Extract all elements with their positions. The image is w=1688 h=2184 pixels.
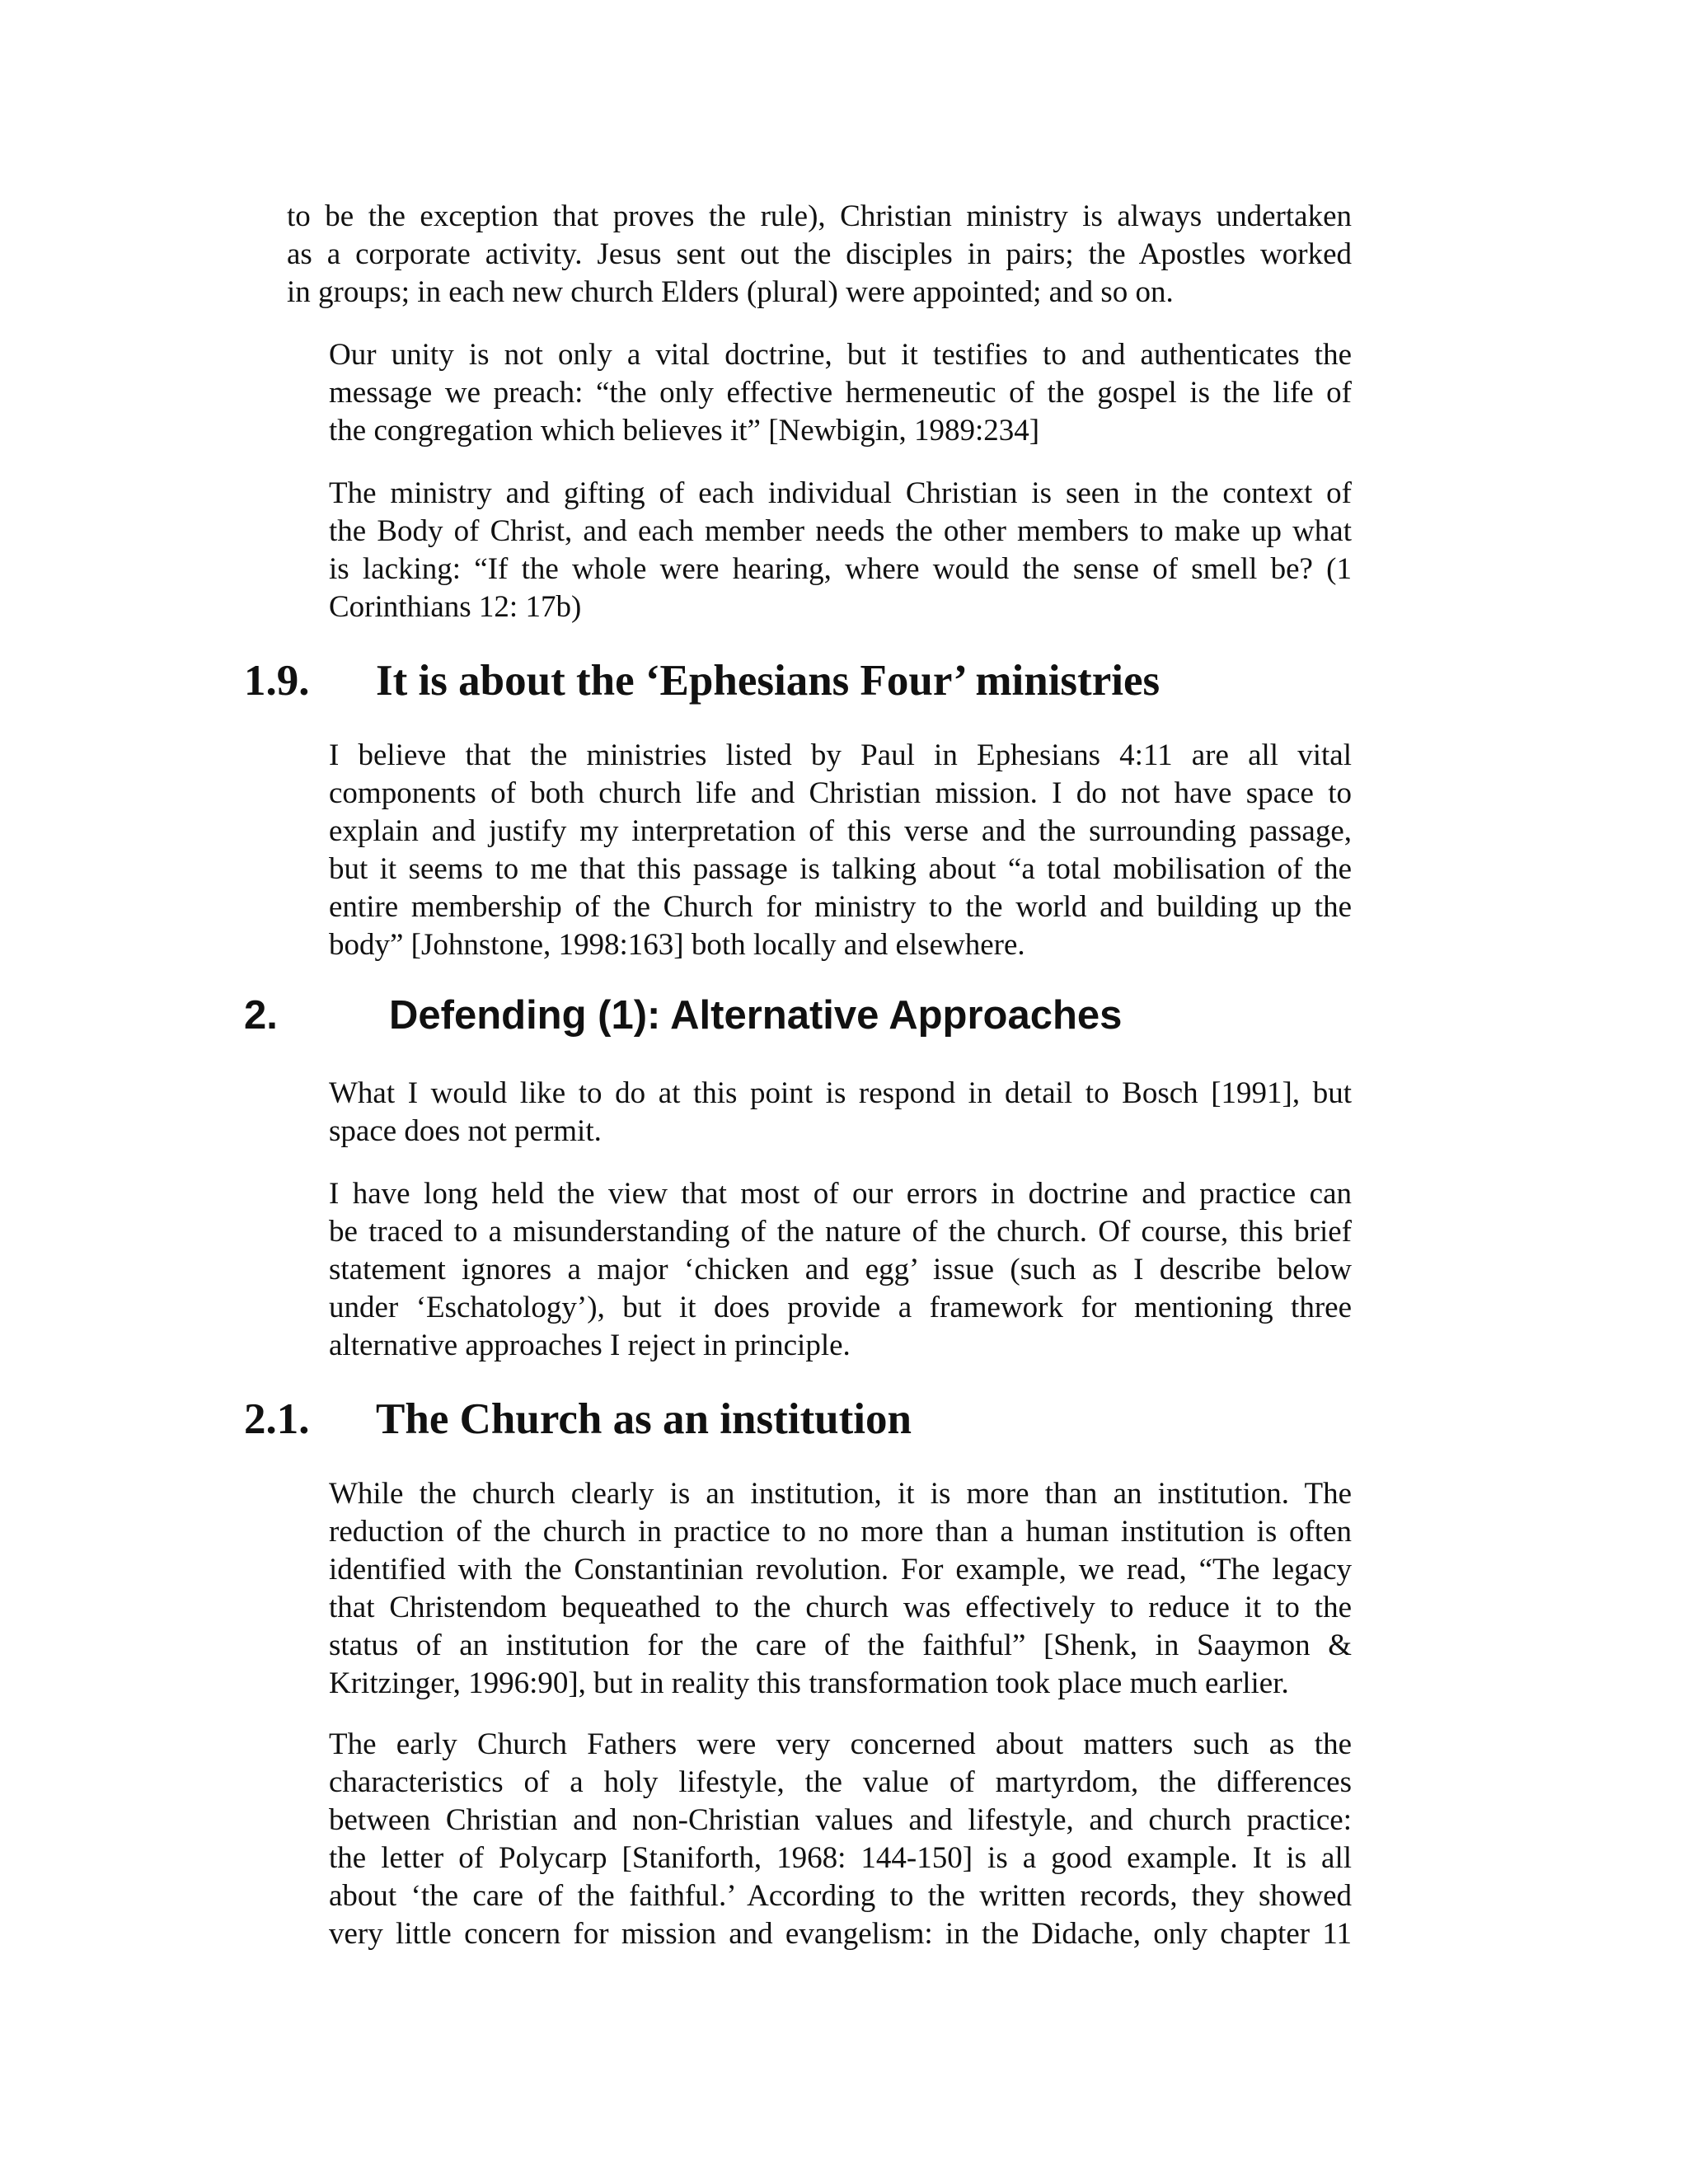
text-line: the congregation which believes it” [Newbigin, 1989:234]	[329, 414, 1040, 448]
section-heading-1-9	[244, 654, 1160, 707]
text-line: While the church clearly is an institution, it is more than an institution. The	[329, 1477, 1352, 1511]
section-number: 2.	[244, 993, 278, 1038]
paragraph-church-fathers	[287, 1726, 1352, 1953]
text-line: body” [Johnstone, 1998:163] both locally and elsewhere.	[329, 928, 1025, 962]
section-number: 2.1.	[244, 1395, 310, 1443]
text-line: space does not permit.	[329, 1114, 602, 1148]
section-heading-2	[244, 991, 1122, 1040]
section-heading-2-1	[244, 1393, 912, 1446]
section-number: 1.9.	[244, 657, 310, 705]
text-line: What I would like to do at this point is respond in detail to Bosch [1991], but	[329, 1076, 1352, 1110]
text-line: Kritzinger, 1996:90], but in reality this transformation took place much earlier.	[329, 1666, 1289, 1700]
text-line: between Christian and non-Christian values and lifestyle, and church practice:	[329, 1803, 1352, 1837]
text-line: I believe that the ministries listed by Paul in Ephesians 4:11 are all vital	[329, 738, 1352, 772]
text-line: reduction of the church in practice to no more than a human institution is often	[329, 1515, 1352, 1549]
text-line: the letter of Polycarp [Staniforth, 1968: 144-150] is a good example. It is all	[329, 1841, 1352, 1875]
text-line: status of an institution for the care of the faithful” [Shenk, in Saaymon &	[329, 1629, 1352, 1662]
paragraph-corporate-ministry	[287, 198, 1352, 312]
text-line: Corinthians 12: 17b)	[329, 590, 582, 624]
text-line: is lacking: “If the whole were hearing, where would the sense of smell be? (1	[329, 552, 1352, 586]
text-line: that Christendom bequeathed to the church was effectively to reduce it to the	[329, 1591, 1352, 1624]
text-line: under ‘Eschatology’), but it does provide a framework for mentioning three	[329, 1291, 1352, 1324]
text-line: to be the exception that proves the rule), Christian ministry is always undertaken	[287, 199, 1352, 233]
text-line: The ministry and gifting of each individual Christian is seen in the context of	[329, 476, 1352, 510]
section-title: It is about the ‘Ephesians Four’ ministries	[376, 657, 1160, 705]
text-line: as a corporate activity. Jesus sent out the disciples in pairs; the Apostles worked	[287, 237, 1352, 271]
text-line: Our unity is not only a vital doctrine, but it testifies to and authenticates the	[329, 338, 1352, 372]
text-line: entire membership of the Church for ministry to the world and building up the	[329, 890, 1352, 924]
section-title: Defending (1): Alternative Approaches	[389, 993, 1123, 1038]
text-line: message we preach: “the only effective hermeneutic of the gospel is the life of	[329, 376, 1352, 410]
paragraph-unity	[287, 336, 1352, 450]
text-line: alternative approaches I reject in principle.	[329, 1329, 851, 1362]
text-line: very little concern for mission and evangelism: in the Didache, only chapter 11	[329, 1917, 1352, 1951]
text-line: the Body of Christ, and each member needs the other members to make up what	[329, 514, 1352, 548]
text-line: statement ignores a major ‘chicken and egg’ issue (such as I describe below	[329, 1253, 1352, 1286]
paragraph-church-institution	[287, 1475, 1352, 1703]
text-line: The early Church Fathers were very concerned about matters such as the	[329, 1727, 1352, 1761]
text-line: explain and justify my interpretation of this verse and the surrounding passage,	[329, 814, 1352, 848]
text-line: but it seems to me that this passage is talking about “a total mobilisation of the	[329, 852, 1352, 886]
paragraph-bosch	[287, 1075, 1352, 1151]
paragraph-ephesians-ministries	[287, 737, 1352, 964]
text-line: components of both church life and Christian mission. I do not have space to	[329, 776, 1352, 810]
paragraph-errors-in-doctrine	[287, 1175, 1352, 1365]
text-line: characteristics of a holy lifestyle, the value of martyrdom, the differences	[329, 1765, 1352, 1799]
text-line: I have long held the view that most of our errors in doctrine and practice can	[329, 1177, 1352, 1211]
text-line: identified with the Constantinian revolution. For example, we read, “The legacy	[329, 1553, 1352, 1586]
text-line: in groups; in each new church Elders (plural) were appointed; and so on.	[287, 275, 1174, 309]
section-title: The Church as an institution	[376, 1395, 912, 1443]
paragraph-body-of-christ	[287, 475, 1352, 626]
text-line: be traced to a misunderstanding of the nature of the church. Of course, this brief	[329, 1215, 1352, 1249]
text-line: about ‘the care of the faithful.’ According to the written records, they showed	[329, 1879, 1352, 1913]
